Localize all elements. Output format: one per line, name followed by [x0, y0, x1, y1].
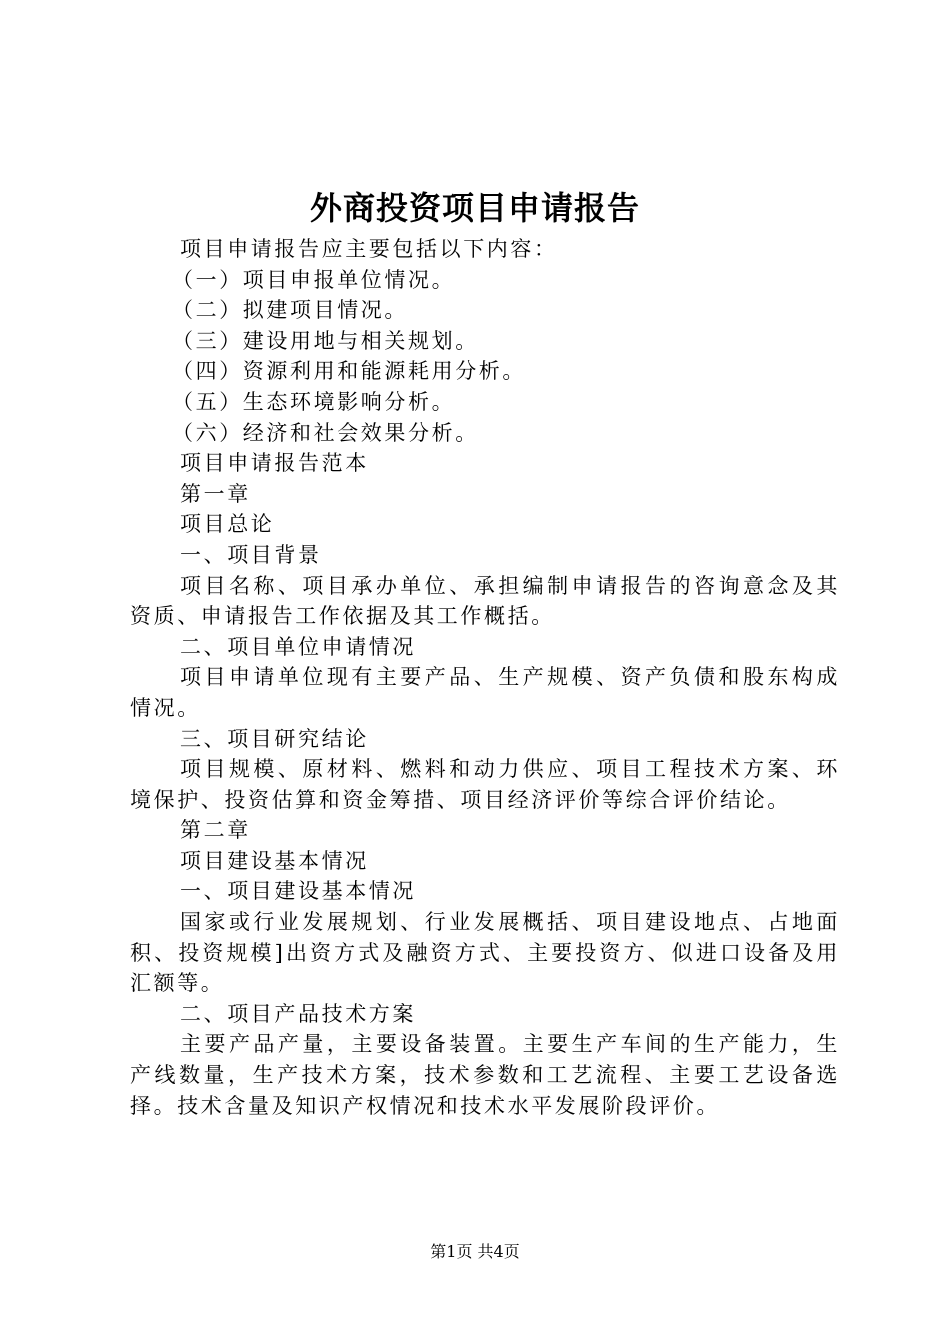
chapter2-section1-heading: 一、项目建设基本情况 [180, 879, 416, 904]
contents-item-4: （四）资源利用和能源耗用分析。 [172, 359, 526, 384]
chapter2-section1-text: 国家或行业发展规划、行业发展概括、项目建设地点、占地面积、投资规模]出资方式及融资方式、主要投资方、似进口设备及用汇额等。 [130, 910, 840, 996]
chapter1-section3-text: 项目规模、原材料、燃料和动力供应、项目工程技术方案、环境保护、投资估算和资金筹措、项目经济评价等综合评价结论。 [130, 757, 840, 812]
chapter1-section3-heading: 三、项目研究结论 [180, 726, 369, 751]
document-title: 外商投资项目申请报告 [309, 189, 640, 227]
chapter2-section2-text: 主要产品产量，主要设备装置。主要生产车间的生产能力，生产线数量，生产技术方案，技术参数和工艺流程、主要工艺设备选择。技术含量及知识产权情况和技术水平发展阶段评价。 [130, 1032, 840, 1118]
chapter2-section2-heading: 二、项目产品技术方案 [180, 1001, 416, 1026]
chapter1-section2-text: 项目申请单位现有主要产品、生产规模、资产负债和股东构成情况。 [130, 665, 840, 720]
contents-item-2: （二）拟建项目情况。 [172, 298, 408, 323]
document-body [130, 234, 840, 1121]
chapter1-section2-heading: 二、项目单位申请情况 [180, 634, 416, 659]
chapter1-label: 第一章 [180, 481, 251, 506]
chapter1-title: 项目总论 [180, 512, 275, 537]
chapter2-label: 第二章 [180, 818, 251, 843]
contents-item-1: （一）项目申报单位情况。 [172, 267, 456, 292]
chapter1-section1-heading: 一、项目背景 [180, 542, 322, 567]
sample-heading: 项目申请报告范本 [180, 451, 369, 476]
chapter1-section1-text: 项目名称、项目承办单位、承担编制申请报告的咨询意念及其资质、申请报告工作依据及其工作概括。 [130, 573, 840, 629]
contents-item-6: （六）经济和社会效果分析。 [172, 420, 479, 445]
contents-item-3: （三）建设用地与相关规划。 [172, 328, 479, 353]
chapter2-title: 项目建设基本情况 [180, 848, 369, 873]
contents-item-5: （五）生态环境影响分析。 [172, 389, 456, 414]
page-footer: 第1页 共4页 [430, 1242, 520, 1261]
intro-line: 项目申请报告应主要包括以下内容： [180, 237, 558, 261]
